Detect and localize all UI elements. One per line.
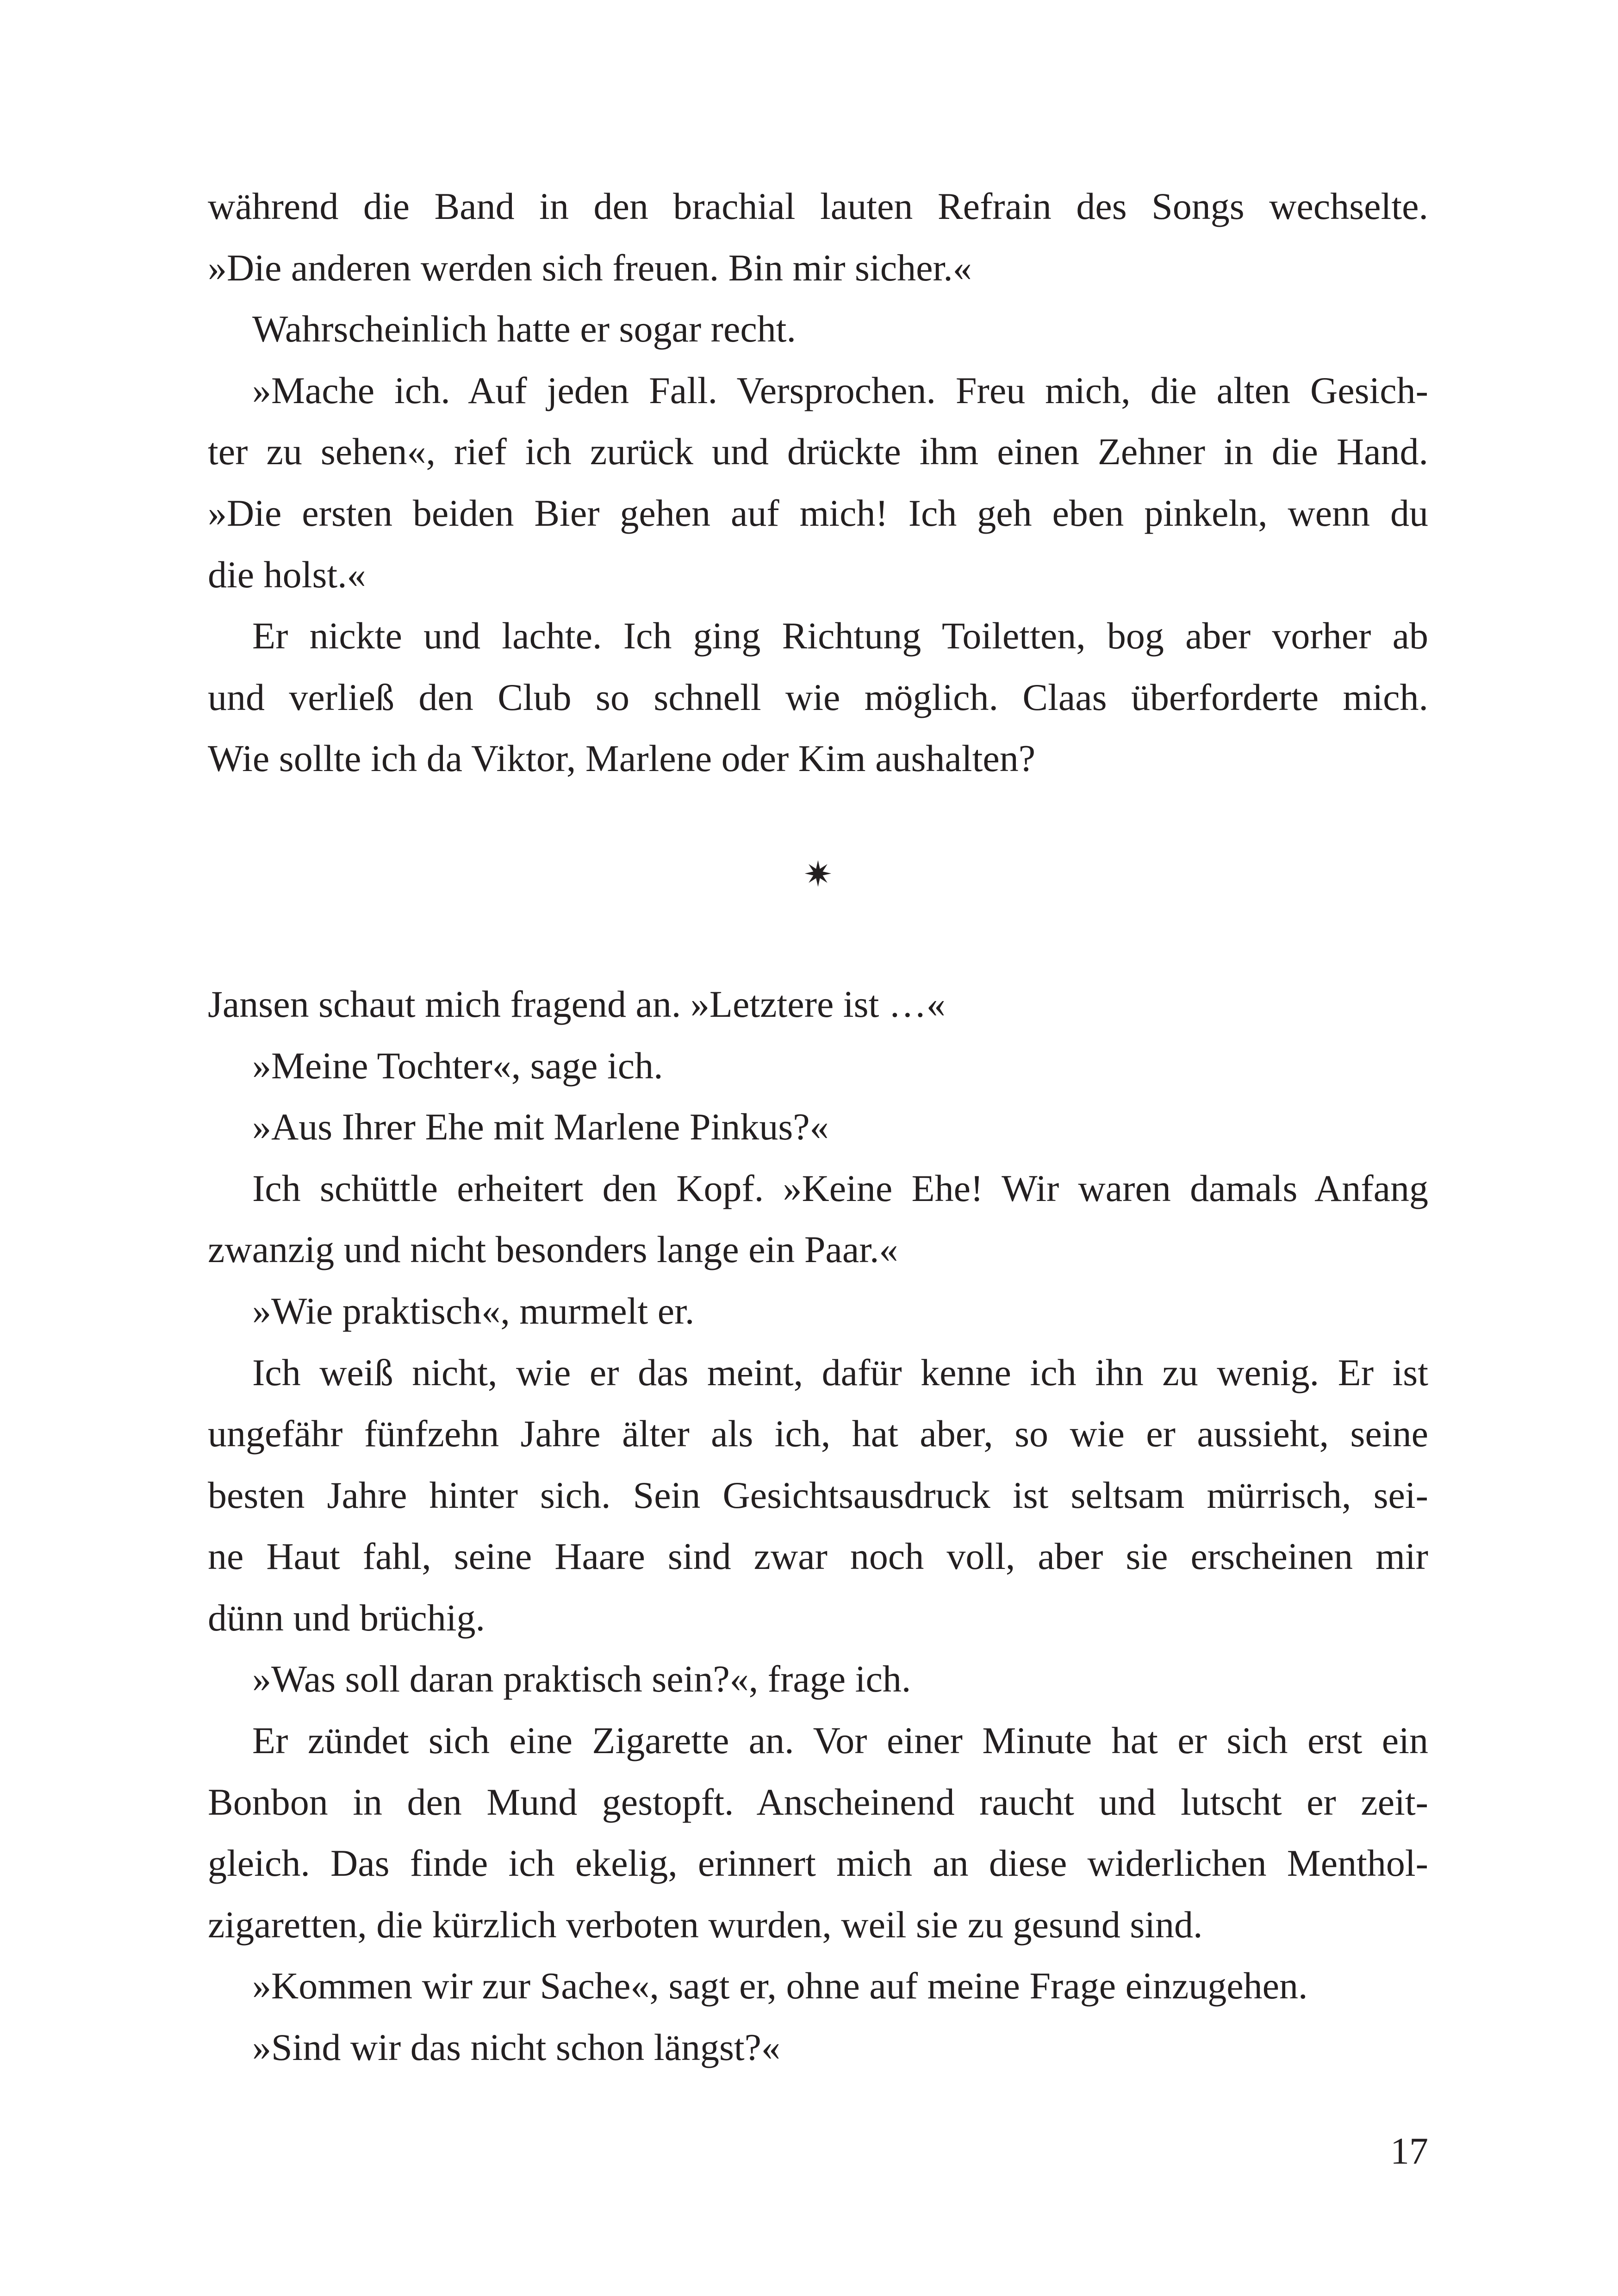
text-line: ungefähr fünfzehn Jahre älter als ich, hat aber, so wie er aussieht, seine <box>208 1412 1428 1455</box>
text-line: »Wie praktisch«, murmelt er. <box>252 1289 695 1332</box>
text-line: Bonbon in den Mund gestopft. Anscheinend raucht und lutscht er zeit- <box>208 1780 1428 1823</box>
text-line: »Aus Ihrer Ehe mit Marlene Pinkus?« <box>252 1106 829 1148</box>
section-1 <box>208 176 1428 790</box>
text-line: »Sind wir das nicht schon längst?« <box>252 2026 781 2069</box>
text-line: »Die ersten beiden Bier gehen auf mich! Ich geh eben pinkeln, wenn du <box>208 492 1428 534</box>
section-2 <box>208 974 1428 2078</box>
text-line: »Kommen wir zur Sache«, sagt er, ohne auf meine Frage einzugehen. <box>252 1965 1308 2007</box>
text-line: gleich. Das finde ich ekelig, erinnert mich an diese widerlichen Menthol- <box>208 1842 1428 1885</box>
text-line: Er zündet sich eine Zigarette an. Vor einer Minute hat er sich erst ein <box>252 1719 1428 1762</box>
text-line: ne Haut fahl, seine Haare sind zwar noch voll, aber sie erscheinen mir <box>208 1535 1428 1578</box>
text-line: dünn und brüchig. <box>208 1596 485 1639</box>
text-line: Ich schüttle erheitert den Kopf. »Keine Ehe! Wir waren damals Anfang <box>252 1167 1428 1209</box>
text-line: Ich weiß nicht, wie er das meint, dafür kenne ich ihn zu wenig. Er ist <box>252 1351 1428 1394</box>
page-number: 17 <box>1390 2130 1428 2172</box>
text-line: Wie sollte ich da Viktor, Marlene oder Kim aushalten? <box>208 737 1036 780</box>
text-line: Er nickte und lachte. Ich ging Richtung Toiletten, bog aber vorher ab <box>252 615 1428 657</box>
text-line: »Meine Tochter«, sage ich. <box>252 1044 663 1087</box>
text-line: ter zu sehen«, rief ich zurück und drückte ihm einen Zehner in die Hand. <box>208 430 1428 473</box>
text-line: »Was soll daran praktisch sein?«, frage ich. <box>252 1658 911 1700</box>
text-line: zwanzig und nicht besonders lange ein Paar.« <box>208 1228 898 1271</box>
text-line: während die Band in den brachial lauten Refrain des Songs wechselte. <box>208 185 1428 227</box>
text-line: Wahrscheinlich hatte er sogar recht. <box>252 308 797 350</box>
text-line: zigaretten, die kürzlich verboten wurden, weil sie zu gesund sind. <box>208 1903 1203 1946</box>
text-line: Jansen schaut mich fragend an. »Letztere ist …« <box>208 983 946 1025</box>
text-line: »Die anderen werden sich freuen. Bin mir sicher.« <box>208 246 972 289</box>
book-page <box>208 176 1428 2078</box>
text-line: besten Jahre hinter sich. Sein Gesichtsausdruck ist seltsam mürrisch, sei- <box>208 1474 1428 1516</box>
asterisk-separator: ✷ <box>803 855 833 894</box>
text-line: und verließ den Club so schnell wie möglich. Claas überforderte mich. <box>208 676 1428 718</box>
section-break <box>208 790 1428 974</box>
text-line: »Mache ich. Auf jeden Fall. Versprochen. Freu mich, die alten Gesich- <box>252 369 1428 411</box>
text-line: die holst.« <box>208 553 366 596</box>
